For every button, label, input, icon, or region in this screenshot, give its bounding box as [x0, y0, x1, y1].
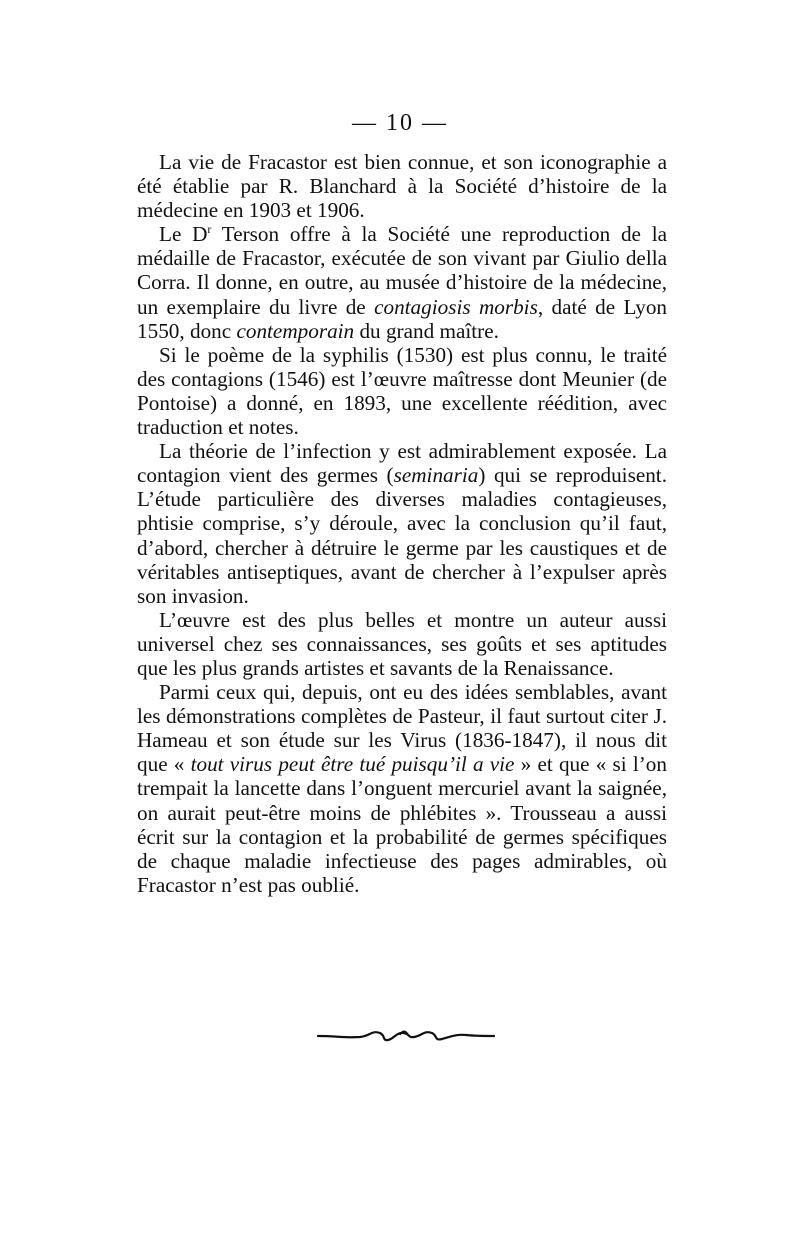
- quotation: tout virus peut être tué puisqu’il a vie: [190, 752, 515, 777]
- italic-word: seminaria: [393, 463, 479, 488]
- body-text: [137, 150, 667, 897]
- paragraph-medal: [137, 222, 667, 342]
- book-title: contagiosis morbis: [374, 294, 538, 319]
- text-segment: Parmi ceux qui, depuis, ont eu des idées semblables, avant les démonstrations complètes de Pasteur, il faut surtout citer J. Hameau et son étude sur les Virus (1836-1847), il nous dit que «: [137, 680, 667, 777]
- italic-word: contemporain: [236, 318, 355, 343]
- paragraph-successors: [137, 680, 667, 897]
- paragraph-treatise: Si le poème de la syphilis (1530) est plus connu, le traité des contagions (1546) est l’œuvre maîtresse dont Meunier (de Pontoise) a donné, en 1893, une excellente réédition, avec traduction et notes.: [137, 342, 667, 440]
- text-segment: La théorie de l’infection y est admirablement exposée. La contagion vient des germes (: [137, 439, 667, 488]
- text-segment: , daté de Lyon 1550, donc: [137, 294, 668, 343]
- text-segment: ) qui se reproduisent. L’étude particulière des diverses maladies contagieuses, phtisie comprise, s’y déroule, avec la conclusion qu’il faut, d’abord, chercher à détruire le germe par les caustiques et de véritables antiseptiques, avant de chercher à l’expulser après son invasion.: [137, 463, 667, 608]
- paragraph-infection-theory: [137, 439, 667, 608]
- paragraph-renaissance: L’œuvre est des plus belles et montre un auteur aussi universel chez ses connaissances, ses goûts et ses aptitudes que les plus grands artistes et savants de la Renaissance.: [137, 607, 667, 680]
- superscript: r: [207, 222, 212, 237]
- text-segment: Le D: [159, 222, 208, 247]
- fleuron-ornament: [316, 1024, 496, 1048]
- page-number: — 10 —: [352, 110, 448, 136]
- text-segment: du grand maître.: [354, 318, 499, 343]
- text-segment: » et que « si l’on trempait la lancette dans l’onguent mercuriel avant la saignée, on aurait peut-être moins de phlébites ». Trousseau a aussi écrit sur la contagion et la probabilité de germes spécifiques de chaque maladie infectieuse des pages admirables, où Fracastor n’est pas oublié.: [137, 752, 667, 897]
- paragraph-iconography: La vie de Fracastor est bien connue, et son iconographie a été établie par R. Blanchard à la Société d’histoire de la médecine en 1903 et 1906.: [137, 150, 667, 223]
- text-segment: Terson offre à la Société une reproduction de la médaille de Fracastor, exécutée de son vivant par Giulio della Corra. Il donne, en outre, au musée d’histoire de la médecine, un exemplaire du livre de: [137, 222, 667, 319]
